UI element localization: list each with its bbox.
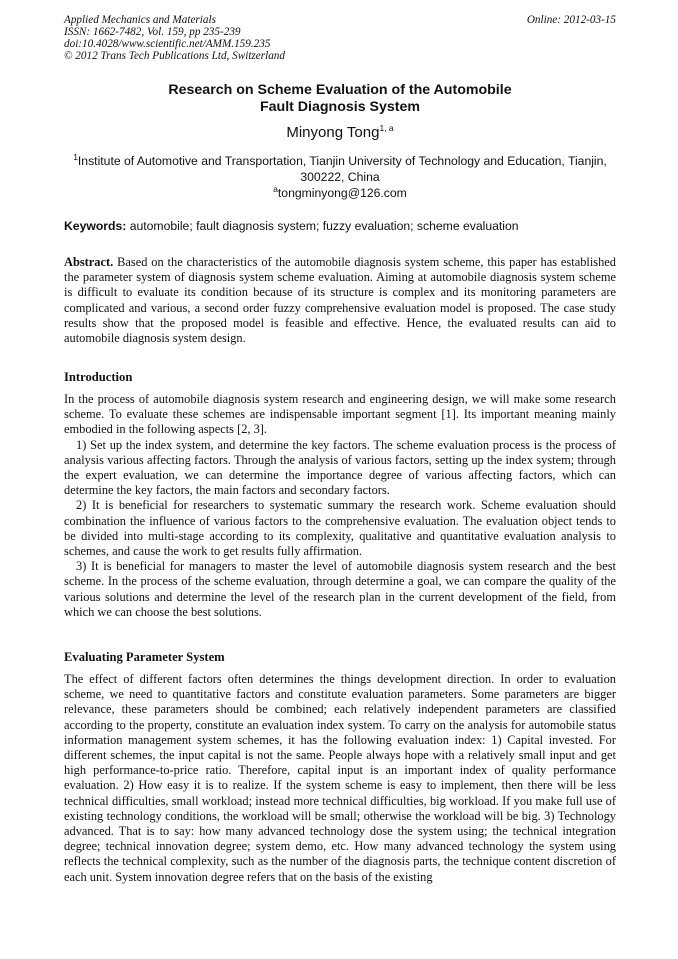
author-email: [64, 184, 616, 200]
keywords-label: Keywords:: [64, 219, 127, 233]
email-sup: a: [273, 184, 278, 194]
affiliation-line-1: Institute of Automotive and Transportation, Tianjin University of Technology and Education, Tianjin,: [77, 154, 607, 169]
evaluating-body: [64, 672, 616, 885]
paper-title: [64, 82, 616, 116]
title-line-2: Fault Diagnosis System: [259, 99, 421, 115]
intro-paragraph: 1) Set up the index system, and determine the key factors. The scheme evaluation process is the process of analysis various affecting factors. Through the analysis of various factors, setting up the index system; through the expert evaluation, we can determine the importance degree of various affecting factors, which can determine the key factors, the main factors and secondary factors.: [64, 437, 616, 498]
online-date: Online: 2012-03-15: [526, 14, 616, 26]
intro-paragraph: 2) It is beneficial for researchers to systematic summary the research work. Scheme evaluation should combination the influence of various factors to the comprehensive evaluation. The evaluation object tends to be divided into multi-stage according to its complexity, qualitative and quantitative evaluation analysis to schemes, and cause the work to get results fully affirmation.: [64, 498, 616, 559]
copyright-line: © 2012 Trans Tech Publications Ltd, Switzerland: [64, 50, 285, 62]
section-heading-introduction: Introduction: [64, 370, 133, 384]
issn-line: ISSN: 1662-7482, Vol. 159, pp 235-239: [64, 26, 241, 38]
affiliation: [56, 149, 624, 185]
affiliation-line-2: 300222, China: [300, 170, 380, 185]
intro-paragraph: 3) It is beneficial for managers to master the level of automobile diagnosis system research and the best scheme. In the process of the scheme evaluation, through determine a goal, we can compare the quality of the various solutions and determine the level of the research plan in the current development of the field, from which we can choose the best solutions.: [64, 559, 616, 619]
author-sup: 1, a: [379, 123, 394, 133]
evaluating-paragraph: The effect of different factors often determines the things development direction. In order to evaluation scheme, we need to quantitative factors and constitute evaluation parameters. Some parameters are bigger relevance, these parameters should be combined; each relatively independent parameters are classified according to the property, constitute an evaluation index system. To carry on the analysis for automobile status information management system schemes, it has the following evaluation index: 1) Capital invested. For different schemes, the input capital is not the same. People always hope with a relatively small input and get high performance-to-price ratio. Therefore, capital input is an important index of quality performance evaluation. 2) How easy it is to realize. If the system scheme is easy to implement, then there will be less technical difficulties, small workload; instead more technical difficulties, big workload. If you make full use of existing technology conditions, the workload will be small; otherwise the workload will be big. 3) Technology advanced. That is to say: how many advanced technology dose the system using; the technical integration degree; technical innovation degree; system demo, etc. How many advanced technology the system using reflects the technical complexity, such as the number of the diagnosis parts, the technique content discretion of each unit. System innovation degree refers that on the basis of the existing: [64, 672, 616, 884]
intro-paragraph: In the process of automobile diagnosis system research and engineering design, we will make some research scheme. To evaluate these schemes are indispensable important segment [1]. Its important meaning mainly embodied in the following aspects [2, 3].: [64, 392, 616, 437]
author-name: Minyong Tong: [286, 124, 380, 141]
abstract: [64, 255, 616, 346]
keywords: [64, 219, 616, 233]
doi-line: doi:10.4028/www.scientific.net/AMM.159.235: [64, 38, 271, 50]
email-address: tongminyong@126.com: [277, 186, 407, 201]
abstract-label: Abstract.: [64, 255, 114, 269]
affiliation-sup: 1: [73, 152, 78, 162]
author: [64, 123, 616, 141]
journal-name: Applied Mechanics and Materials: [64, 14, 216, 26]
abstract-text: Based on the characteristics of the automobile diagnosis system scheme, this paper has established the parameter system of diagnosis system scheme evaluation. Aiming at automobile diagnosis system scheme is difficult to evaluate its condition because of its structure is complex and its monitoring parameters are complicated and various, a second order fuzzy comprehensive evaluation model is proposed. The case study results show that the proposed model is feasible and effective. Hence, the evaluated results can aid to automobile diagnosis system design.: [64, 255, 616, 346]
introduction-body: [64, 392, 616, 620]
title-line-1: Research on Scheme Evaluation of the Automobile: [168, 82, 512, 98]
section-heading-evaluating: Evaluating Parameter System: [64, 650, 225, 664]
journal-header: [64, 14, 616, 62]
keywords-text: automobile; fault diagnosis system; fuzzy evaluation; scheme evaluation: [126, 219, 519, 233]
